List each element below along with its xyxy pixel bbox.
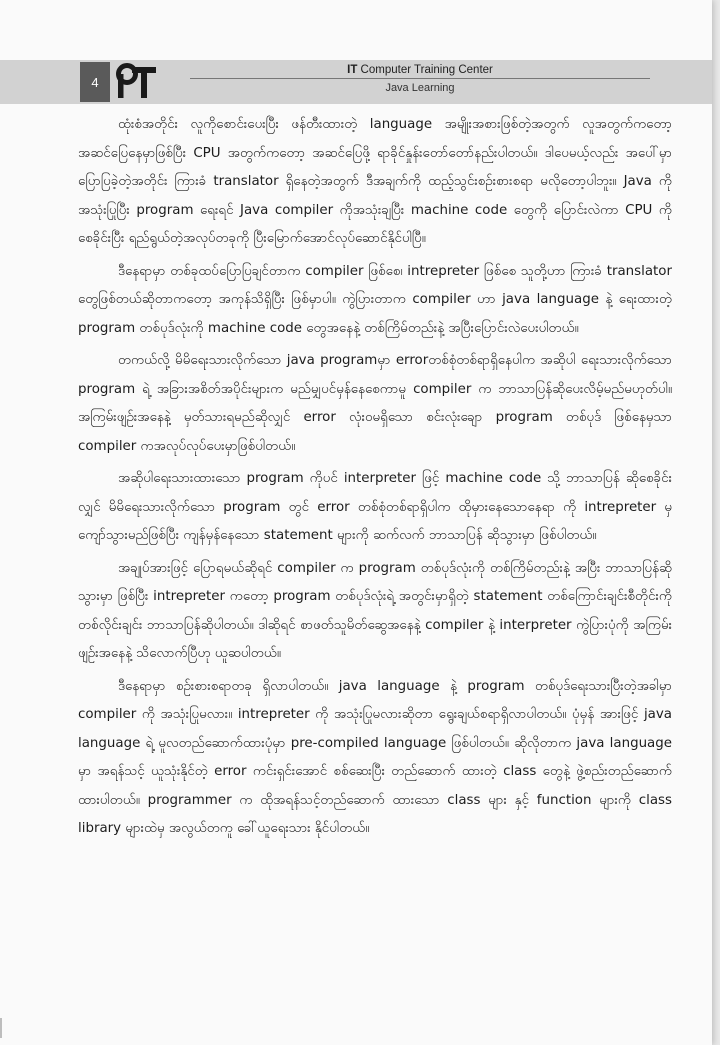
- paragraph: ဒီနေရာမှာ စဉ်းစားစရာတခု ရှိလာပါတယ်။ java language နဲ့ program တစ်ပုဒ်ရေးသားပြီးတဲ့အခါမှာ compiler ကို အသုံးပြုမလား။ intrepreter ကို အသုံးပြုမလားဆိုတာ ရွေးချယ်စရာရှိလာပါတယ်။ ပုံမှန် အားဖြင့် java language ရဲ့ မူလတည်ဆောက်ထားပုံမှာ pre-compiled language ဖြစ်ပါတယ်။ ဆိုလိုတာက java language မှာ အရန်သင့် ယူသုံးနိုင်တဲ့ error ကင်းရှင်းအောင် စစ်ဆေးပြီး တည်ဆောက် ထားတဲ့ class တွေနဲ့ ဖွဲ့စည်းတည်ဆောက်ထားပါတယ်။ programmer က ထိုအရန်သင့်တည်ဆောက် ထားသော class များ နှင့် function များကို class library များထဲမှ အလွယ်တကူ ခေါ်ယူရေးသား နိုင်ပါတယ်။: [78, 678, 672, 836]
- it-logo-icon: [114, 62, 158, 102]
- header-title-rest: Computer Training Center: [357, 64, 493, 76]
- paragraph: ဒီနေရာမှာ တစ်ခုထပ်ပြောပြချင်တာက compiler ဖြစ်စေ၊ intrepreter ဖြစ်စေ သူတို့ဟာ ကြားခံ translator တွေဖြစ်တယ်ဆိုတာကတော့ အကုန်သိရှိပြီး ဖြစ်မှာပါ။ ကွဲပြားတာက compiler ဟာ java language နဲ့ ရေးထားတဲ့ program တစ်ပုဒ်လုံးကို machine code တွေအနေနဲ့ တစ်ကြိမ်တည်းနဲ့ အပြီးပြောင်းလဲပေးပါတယ်။: [78, 263, 672, 336]
- paragraph: တကယ်လို့ မိမိရေးသားလိုက်သော java programမှာ errorတစ်စုံတစ်ရာရှိနေပါက အဆိုပါ ရေးသားလိုက်သော program ရဲ့ အခြားအစိတ်အပိုင်းများက မည်မျှပင်မှန်နေစေကာမူ compiler က ဘာသာပြန်ဆိုပေးလိမ့်မည်မဟုတ်ပါ။ အကြမ်းဖျဉ်းအနေနဲ့ မှတ်သားရမည်ဆိုလျှင် error လုံးဝမရှိသော စင်းလုံးချော program တစ်ပုဒ် ဖြစ်နေမှသာ compiler ကအလုပ်လုပ်ပေးမှာဖြစ်ပါတယ်။: [78, 353, 672, 454]
- header-rule: [190, 78, 650, 79]
- paragraph: အဆိုပါရေးသားထားသော program ကိုပင် interpreter ဖြင့် machine code သို့ ဘာသာပြန် ဆိုစေခိုင်းလျှင် မိမိရေးသားလိုက်သော program တွင် error တစ်စုံတစ်ရာရှိပါက ထိုမှားနေသောနေရာ ကို intrepreter မှ ကျော်သွားမည်ဖြစ်ပြီး ကျန်မှန်နေသော statement များကို ဆက်လက် ဘာသာပြန် ဆိုသွားမှာ ဖြစ်ပါတယ်။: [78, 471, 672, 543]
- body-text: [78, 111, 672, 848]
- header-title: [190, 63, 650, 77]
- header-title-block: [190, 63, 650, 95]
- header-subtitle: Java Learning: [385, 82, 455, 94]
- margin-mark: [0, 1018, 2, 1038]
- paragraph: ထုံးစံအတိုင်း လူကိုစောင်းပေးပြီး ဖန်တီးထားတဲ့ language အမျိုးအစားဖြစ်တဲ့အတွက် လူအတွက်ကတော့ အဆင်ပြေနေမှာဖြစ်ပြီး CPU အတွက်ကတော့ အဆင်ပြေဖို့ ရာခိုင်နှုန်းတော်တော်နည်းပါတယ်။ ဒါပေမယ့်လည်း အပေါ်မှာပြောပြခဲ့တဲ့အတိုင်း ကြားခံ translator ရှိနေတဲ့အတွက် ဒီအချက်ကို ထည့်သွင်းစဉ်းစားစရာ မလိုတော့ပါဘူး။ Java ကိုအသုံးပြုပြီး program ရေးရင် Java compiler ကိုအသုံးချပြီး machine code တွေကို ပြောင်းလဲကာ CPU ကိုစေခိုင်းပြီး ရည်ရွယ်တဲ့အလုပ်တခုကို ပြီးမြောက်အောင်လုပ်ဆောင်နိုင်ပါပြီ။: [78, 117, 672, 246]
- page-number: 4: [80, 62, 110, 102]
- paragraph: အချုပ်အားဖြင့် ပြောရမယ်ဆိုရင် compiler က program တစ်ပုဒ်လုံးကို တစ်ကြိမ်တည်းနဲ့ အပြီး ဘာသာပြန်ဆိုသွားမှာ ဖြစ်ပြီး intrepreter ကတော့ program တစ်ပုဒ်လုံးရဲ့ အတွင်းမှာရှိတဲ့ statement တစ်ကြောင်းချင်းစီတိုင်းကို တစ်လိုင်းချင်း ဘာသာပြန်ဆိုပါတယ်။ ဒါဆိုရင် စာဖတ်သူမိတ်ဆွေအနေနဲ့ compiler နဲ့ interpreter ကွဲပြားပုံကို အကြမ်းဖျဉ်းအနေနဲ့ သိလောက်ပြီဟု ယူဆပါတယ်။: [78, 560, 672, 661]
- header-brand: IT: [347, 64, 358, 76]
